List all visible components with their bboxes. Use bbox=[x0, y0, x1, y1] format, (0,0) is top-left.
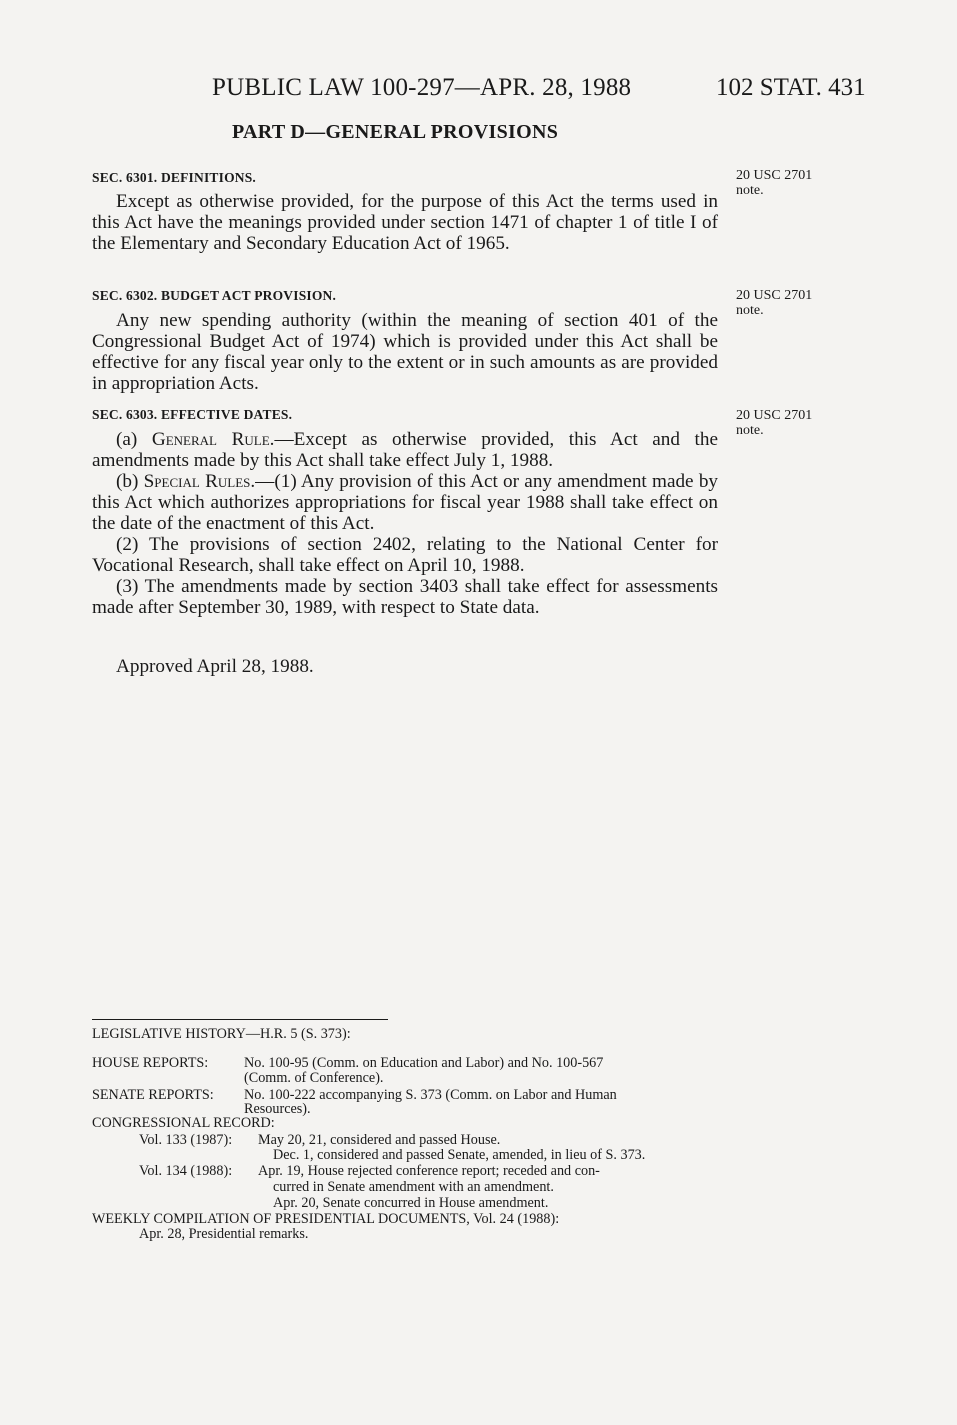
margin-note-6301 bbox=[736, 168, 846, 198]
vol133-label: Vol. 133 (1987): bbox=[139, 1132, 233, 1148]
house-reports-label: HOUSE REPORTS: bbox=[92, 1055, 209, 1071]
section-text-6303 bbox=[92, 429, 718, 618]
section-text-6301 bbox=[92, 191, 718, 254]
subsection-text: —(1) Any provision of this Act or any amendment made by this Act which authorizes appropriations for fiscal year 1988 shall take effect on the date of the enactment of this Act. bbox=[92, 471, 719, 534]
senate-reports-line-2: Resources). bbox=[244, 1101, 311, 1117]
footnote-divider bbox=[92, 1019, 388, 1020]
margin-note-line: 20 USC 2701 bbox=[736, 288, 813, 303]
margin-note-6302 bbox=[736, 288, 846, 318]
paragraph-b2: (2) The provisions of section 2402, relating to the National Center for Vocational Research, shall take effect on April 10, 1988. bbox=[92, 534, 718, 576]
subsection-label: (a) bbox=[116, 429, 138, 450]
margin-note-line: note. bbox=[736, 183, 764, 198]
weekly-compilation-line-1: Apr. 28, Presidential remarks. bbox=[139, 1226, 309, 1242]
margin-note-line: 20 USC 2701 bbox=[736, 168, 813, 183]
section-heading-6302: SEC. 6302. BUDGET ACT PROVISION. bbox=[92, 288, 337, 303]
senate-reports-line-1: No. 100-222 accompanying S. 373 (Comm. on Labor and Human bbox=[244, 1087, 617, 1103]
part-title: PART D—GENERAL PROVISIONS bbox=[232, 121, 559, 143]
paragraph: Any new spending authority (within the meaning of section 401 of the Congressional Budget Act of 1974) which is provided under this Act shall be effective for any fiscal year only to the extent or in such amounts as are provided in appropriation Acts. bbox=[92, 310, 718, 394]
running-header-stat: 102 STAT. 431 bbox=[716, 74, 866, 101]
subsection-text: —Except as otherwise provided, this Act and the amendments made by this Act shall take effect July 1, 1988. bbox=[92, 429, 719, 471]
paragraph: Except as otherwise provided, for the purpose of this Act the terms used in this Act have the meanings provided under section 1471 of chapter 1 of title I of the Elementary and Secondary Education Act of 1965. bbox=[92, 191, 718, 254]
running-header-title: PUBLIC LAW 100-297—APR. 28, 1988 bbox=[212, 74, 632, 101]
subsection-label: (b) bbox=[116, 471, 139, 492]
subsection-caption: Special Rules. bbox=[143, 471, 256, 492]
house-reports-line-1: No. 100-95 (Comm. on Education and Labor) and No. 100-567 bbox=[244, 1055, 604, 1071]
vol133-line-2: Dec. 1, considered and passed Senate, amended, in lieu of S. 373. bbox=[273, 1147, 646, 1163]
vol134-label: Vol. 134 (1988): bbox=[139, 1163, 233, 1179]
section-heading-6303: SEC. 6303. EFFECTIVE DATES. bbox=[92, 407, 293, 422]
subsection-a bbox=[92, 429, 718, 471]
margin-note-line: note. bbox=[736, 423, 764, 438]
vol134-line-3: Apr. 20, Senate concurred in House amendment. bbox=[273, 1195, 549, 1211]
house-reports-line-2: (Comm. of Conference). bbox=[244, 1070, 384, 1086]
approval-line: Approved April 28, 1988. bbox=[116, 656, 314, 677]
weekly-compilation-label: WEEKLY COMPILATION OF PRESIDENTIAL DOCUMENTS, Vol. 24 (1988): bbox=[92, 1211, 560, 1227]
margin-note-6303 bbox=[736, 408, 846, 438]
paragraph-b3: (3) The amendments made by section 3403 shall take effect for assessments made after September 30, 1989, with respect to State data. bbox=[92, 576, 718, 618]
subsection-b bbox=[92, 471, 718, 534]
vol134-line-1: Apr. 19, House rejected conference report; receded and con- bbox=[258, 1163, 600, 1179]
margin-note-line: 20 USC 2701 bbox=[736, 408, 813, 423]
congressional-record-label: CONGRESSIONAL RECORD: bbox=[92, 1115, 275, 1131]
vol134-line-2: curred in Senate amendment with an amendment. bbox=[273, 1179, 554, 1195]
section-text-6302 bbox=[92, 310, 718, 394]
subsection-caption: General Rule. bbox=[151, 429, 275, 450]
vol133-line-1: May 20, 21, considered and passed House. bbox=[258, 1132, 501, 1148]
senate-reports-label: SENATE REPORTS: bbox=[92, 1087, 214, 1103]
legislative-history-title: LEGISLATIVE HISTORY—H.R. 5 (S. 373): bbox=[92, 1026, 351, 1042]
section-heading-6301: SEC. 6301. DEFINITIONS. bbox=[92, 170, 257, 185]
margin-note-line: note. bbox=[736, 303, 764, 318]
